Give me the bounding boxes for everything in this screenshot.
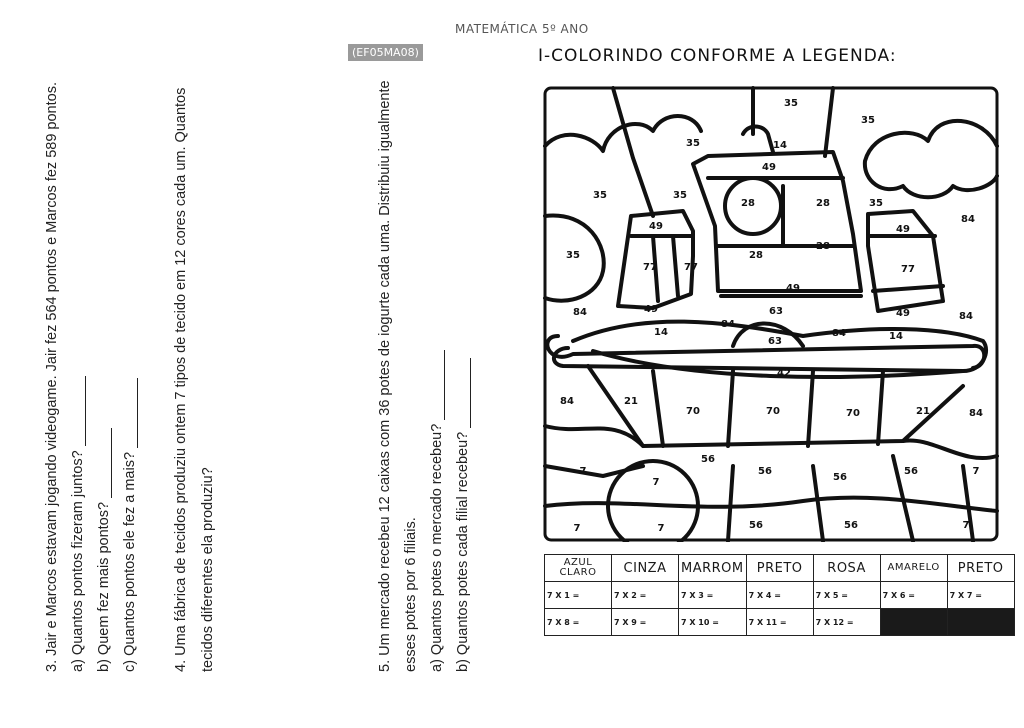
picture-number: 70 bbox=[766, 406, 780, 417]
picture-number: 49 bbox=[786, 283, 800, 294]
question-3c-text: c) Quantos pontos ele fez a mais? bbox=[122, 451, 138, 672]
picture-number: 49 bbox=[896, 224, 910, 235]
picture-number: 70 bbox=[846, 408, 860, 419]
picture-number: 7 bbox=[579, 466, 587, 477]
picture-number: 14 bbox=[654, 327, 668, 338]
picture-number: 56 bbox=[904, 466, 918, 477]
answer-line-5b[interactable] bbox=[458, 358, 471, 428]
picture-number: 56 bbox=[758, 466, 772, 477]
hull-top bbox=[547, 336, 984, 368]
wave-1 bbox=[545, 426, 643, 446]
picture-number: 35 bbox=[686, 138, 700, 149]
picture-number: 56 bbox=[833, 472, 847, 483]
legend-color-pink: ROSA bbox=[813, 555, 880, 582]
legend-cell[interactable]: 7 X 8 = bbox=[545, 609, 612, 636]
legend-color-row bbox=[545, 555, 1015, 582]
picture-number: 7 bbox=[962, 520, 970, 531]
picture-number: 7 bbox=[652, 477, 660, 488]
legend-cell[interactable]: 7 X 2 = bbox=[612, 582, 679, 609]
picture-number: 56 bbox=[701, 454, 715, 465]
legend-cell[interactable]: 7 X 12 = bbox=[813, 609, 880, 636]
legend-cell[interactable]: 7 X 11 = bbox=[746, 609, 813, 636]
color-legend-table bbox=[544, 554, 1015, 636]
picture-number: 49 bbox=[649, 221, 663, 232]
wave-3 bbox=[545, 498, 997, 511]
question-5a-text: a) Quantos potes o mercado recebeu? bbox=[429, 423, 445, 672]
picture-number: 84 bbox=[961, 214, 975, 225]
picture-number: 28 bbox=[816, 198, 830, 209]
legend-color-yellow: AMARELO bbox=[880, 555, 947, 582]
picture-number: 84 bbox=[560, 396, 574, 407]
legend-multiplication-row-1 bbox=[545, 582, 1015, 609]
picture-number: 84 bbox=[573, 307, 587, 318]
picture-number: 63 bbox=[768, 336, 782, 347]
question-3c bbox=[122, 378, 138, 672]
question-3b-text: b) Quem fez mais pontos? bbox=[96, 501, 112, 672]
picture-number: 7 bbox=[657, 523, 665, 534]
picture-number: 49 bbox=[762, 162, 776, 173]
skill-code-badge: (EF05MA08) bbox=[348, 44, 423, 61]
picture-number: 21 bbox=[916, 406, 930, 417]
answer-line-3b[interactable] bbox=[99, 428, 112, 498]
answer-line-3a[interactable] bbox=[73, 376, 86, 446]
picture-number: 77 bbox=[901, 264, 915, 275]
activity-title: I-COLORINDO CONFORME A LEGENDA: bbox=[538, 46, 897, 66]
picture-number: 35 bbox=[673, 190, 687, 201]
question-3a-text: a) Quantos pontos fizeram juntos? bbox=[70, 450, 86, 672]
picture-number: 70 bbox=[686, 406, 700, 417]
coloring-picture-ship bbox=[543, 86, 999, 542]
picture-number: 7 bbox=[972, 466, 980, 477]
picture-number: 35 bbox=[593, 190, 607, 201]
wave-2 bbox=[903, 440, 997, 458]
legend-color-black-2: PRETO bbox=[947, 555, 1014, 582]
picture-number: 35 bbox=[566, 250, 580, 261]
legend-blank-cell bbox=[947, 609, 1014, 636]
legend-cell[interactable]: 7 X 4 = bbox=[746, 582, 813, 609]
legend-color-brown: MARROM bbox=[679, 555, 747, 582]
question-5-line2: esses potes por 6 filiais. bbox=[403, 517, 419, 672]
picture-number: 42 bbox=[777, 368, 791, 379]
question-5-line1: 5. Um mercado recebeu 12 caixas com 36 potes de iogurte cada uma. Distribuiu igualmente bbox=[377, 80, 393, 672]
cloud-right bbox=[865, 121, 997, 197]
legend-cell[interactable]: 7 X 6 = bbox=[880, 582, 947, 609]
question-4-line1: 4. Uma fábrica de tecidos produziu ontem 7 tipos de tecido em 12 cores cada um. Quantos bbox=[173, 87, 189, 672]
legend-cell[interactable]: 7 X 9 = bbox=[612, 609, 679, 636]
question-5a bbox=[429, 350, 445, 672]
question-3b bbox=[96, 428, 112, 672]
legend-color-light-blue: AZUL CLARO bbox=[545, 555, 612, 582]
picture-number: 7 bbox=[573, 523, 581, 534]
picture-number: 21 bbox=[624, 396, 638, 407]
legend-cell[interactable]: 7 X 3 = bbox=[679, 582, 747, 609]
legend-cell[interactable]: 7 X 7 = bbox=[947, 582, 1014, 609]
picture-number: 14 bbox=[889, 331, 903, 342]
picture-number: 77 bbox=[684, 262, 698, 273]
picture-number: 35 bbox=[784, 98, 798, 109]
picture-number: 56 bbox=[844, 520, 858, 531]
picture-number: 49 bbox=[896, 308, 910, 319]
picture-numbers bbox=[560, 98, 983, 534]
picture-number: 28 bbox=[749, 250, 763, 261]
picture-number: 35 bbox=[869, 198, 883, 209]
picture-number: 84 bbox=[832, 328, 846, 339]
picture-number: 28 bbox=[741, 198, 755, 209]
question-3a bbox=[70, 376, 86, 672]
picture-number: 84 bbox=[969, 408, 983, 419]
legend-cell[interactable]: 7 X 5 = bbox=[813, 582, 880, 609]
picture-number: 63 bbox=[769, 306, 783, 317]
legend-color-black: PRETO bbox=[746, 555, 813, 582]
question-4-line2: tecidos diferentes ela produziu? bbox=[200, 467, 216, 672]
page-header-subject: MATEMÁTICA 5º ANO bbox=[455, 22, 589, 36]
legend-cell[interactable]: 7 X 1 = bbox=[545, 582, 612, 609]
question-5b-text: b) Quantos potes cada filial recebeu? bbox=[455, 431, 471, 672]
legend-multiplication-row-2 bbox=[545, 609, 1015, 636]
legend-cell[interactable]: 7 X 10 = bbox=[679, 609, 747, 636]
answer-line-3c[interactable] bbox=[125, 378, 138, 448]
picture-number: 35 bbox=[861, 115, 875, 126]
picture-number: 28 bbox=[816, 241, 830, 252]
legend-color-gray: CINZA bbox=[612, 555, 679, 582]
question-5b bbox=[455, 358, 471, 672]
question-3-statement: 3. Jair e Marcos estavam jogando videogame. Jair fez 564 pontos e Marcos fez 589 pontos. bbox=[44, 82, 60, 672]
picture-number: 84 bbox=[959, 311, 973, 322]
picture-number: 77 bbox=[643, 262, 657, 273]
picture-number: 49 bbox=[644, 304, 658, 315]
legend-blank-cell bbox=[880, 609, 947, 636]
picture-number: 56 bbox=[749, 520, 763, 531]
answer-line-5a[interactable] bbox=[432, 350, 445, 420]
picture-number: 14 bbox=[773, 140, 787, 151]
picture-number: 84 bbox=[721, 319, 735, 330]
